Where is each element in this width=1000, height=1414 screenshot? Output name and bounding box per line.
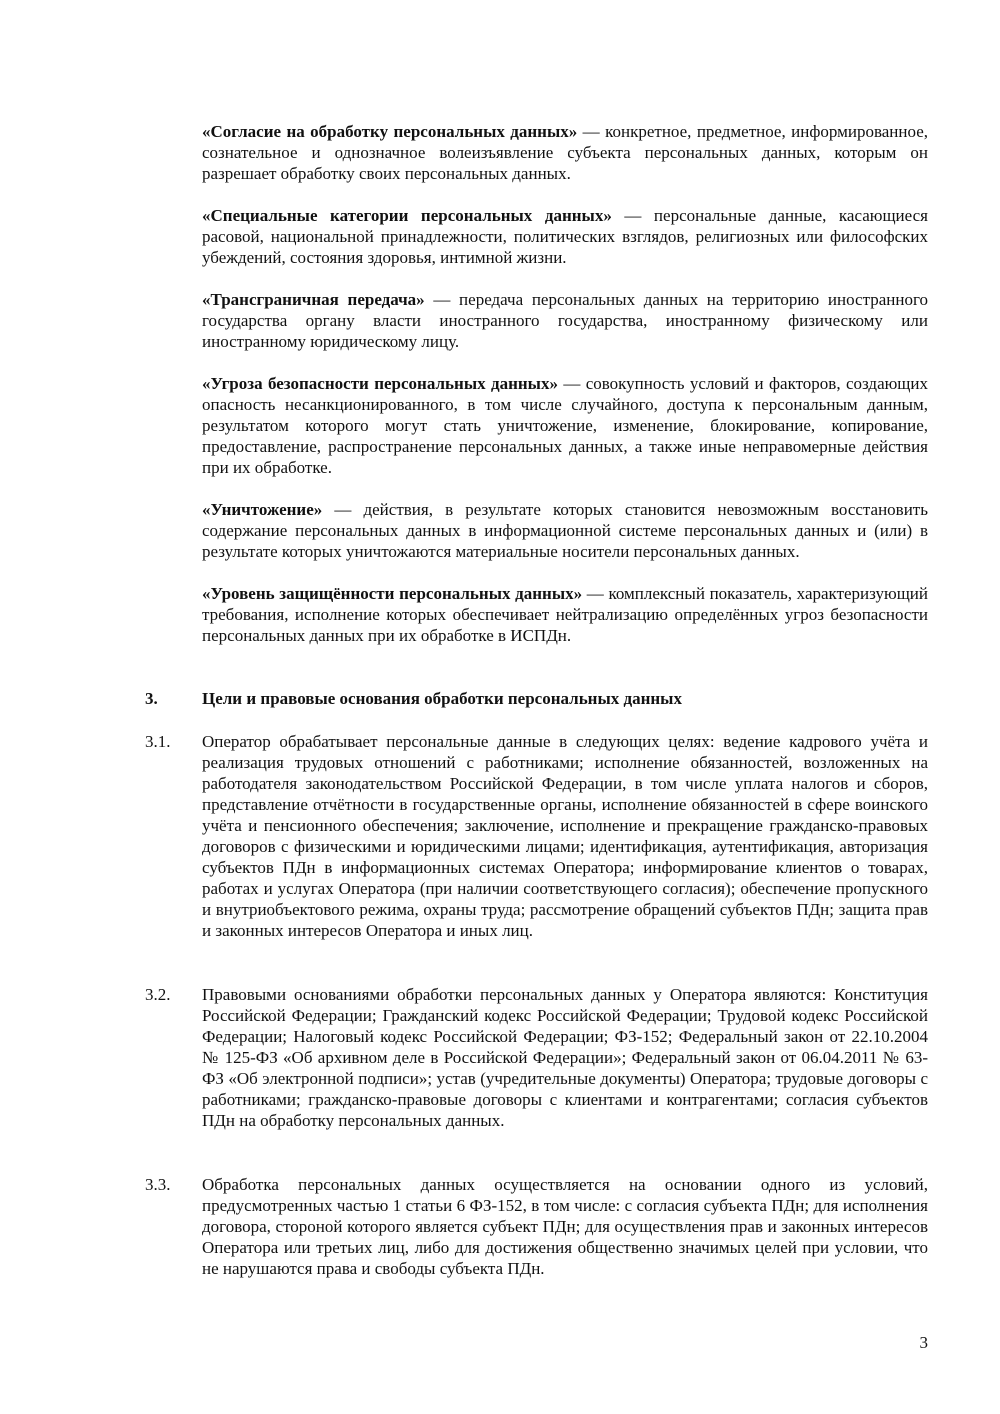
- definition-term: «Уровень защищённости персональных данных»: [202, 584, 583, 603]
- definition-protection-level: [202, 583, 928, 646]
- definition-destruction: [202, 499, 928, 562]
- page-number: 3: [919, 1333, 928, 1352]
- definition-cross-border-transfer: [202, 289, 928, 352]
- definition-term: «Угроза безопасности персональных данных»: [202, 374, 558, 393]
- section-title: Цели и правовые основания обработки персональных данных: [202, 689, 682, 708]
- clause-number: 3.2.: [145, 985, 171, 1004]
- clause-number: 3.3.: [145, 1175, 171, 1194]
- clause-number: 3.1.: [145, 732, 171, 751]
- clause-3-3: [145, 1174, 928, 1279]
- definition-text: — передача персональных данных на территорию иностранного государства органу власти иностранного государства, иностранному физическому или иностранному юридическому лицу.: [202, 290, 928, 351]
- definition-consent: [202, 121, 928, 184]
- definition-text: — совокупность условий и факторов, создающих опасность несанкционированного, в том числе случайного, доступа к персональным данным, результатом которого могут стать уничтожение, изменение, блокирование, копирование, предоставление, распространение персональных данных, а также иные неправомерные действия при их обработке.: [202, 374, 928, 477]
- definition-term: «Специальные категории персональных данных»: [202, 206, 612, 225]
- definition-text: — конкретное, предметное, информированное, сознательное и однозначное волеизъявление субъекта персональных данных, которым он разрешает обработку своих персональных данных.: [202, 122, 928, 183]
- definition-text: — действия, в результате которых становится невозможным восстановить содержание персональных данных в информационной системе персональных данных и (или) в результате которых уничтожаются материальные носители персональных данных.: [202, 500, 928, 561]
- section-number: 3.: [145, 689, 158, 708]
- definition-term: «Трансграничная передача»: [202, 290, 425, 309]
- clause-3-1: [145, 731, 928, 941]
- definition-term: «Уничтожение»: [202, 500, 323, 519]
- definitions-list: [202, 121, 928, 667]
- definition-text: — персональные данные, касающиеся расовой, национальной принадлежности, политических взглядов, религиозных или философских убеждений, состояния здоровья, интимной жизни.: [202, 206, 928, 267]
- definition-text: — комплексный показатель, характеризующий требования, исполнение которых обеспечивает нейтрализацию определённых угроз безопасности персональных данных при их обработке в ИСПДн.: [202, 584, 928, 645]
- clause-3-2: [145, 984, 928, 1131]
- definition-security-threat: [202, 373, 928, 478]
- clause-text: Оператор обрабатывает персональные данные в следующих целях: ведение кадрового учёта и реализация трудовых отношений с работниками; исполнение обязанностей, возложенных на работодателя законодательством Российской Федерации, в том числе уплата налогов и сборов, представление отчётности в государственные органы, исполнение обязанностей в сфере воинского учёта и пенсионного обеспечения; заключение, исполнение и прекращение гражданско-правовых договоров с физическими и юридическими лицами; идентификация, аутентификация, авторизация субъектов ПДн в информационных системах Оператора; информирование клиентов о товарах, работах и услугах Оператора (при наличии соответствующего согласия); обеспечение пропускного и внутриобъектового режима, охраны труда; рассмотрение обращений субъектов ПДн; защита прав и законных интересов Оператора и иных лиц.: [202, 732, 928, 940]
- definition-special-categories: [202, 205, 928, 268]
- clause-text: Правовыми основаниями обработки персональных данных у Оператора являются: Конституция Российской Федерации; Гражданский кодекс Российской Федерации; Трудовой кодекс Российской Федерации; Налоговый кодекс Российской Федерации; ФЗ-152; Федеральный закон от 22.10.2004 № 125-ФЗ «Об архивном деле в Российской Федерации»; Федеральный закон от 06.04.2011 № 63-ФЗ «Об электронной подписи»; устав (учредительные документы) Оператора; трудовые договоры с работниками; гражданско-правовые договоры с клиентами и контрагентами; согласия субъектов ПДн на обработку персональных данных.: [202, 985, 928, 1130]
- definition-term: «Согласие на обработку персональных данных»: [202, 122, 578, 141]
- clause-text: Обработка персональных данных осуществляется на основании одного из условий, предусмотренных частью 1 статьи 6 ФЗ-152, в том числе: с согласия субъекта ПДн; для исполнения договора, стороной которого является субъект ПДн; для осуществления прав и законных интересов Оператора или третьих лиц, либо для достижения общественно значимых целей при условии, что не нарушаются права и свободы субъекта ПДн.: [202, 1175, 928, 1278]
